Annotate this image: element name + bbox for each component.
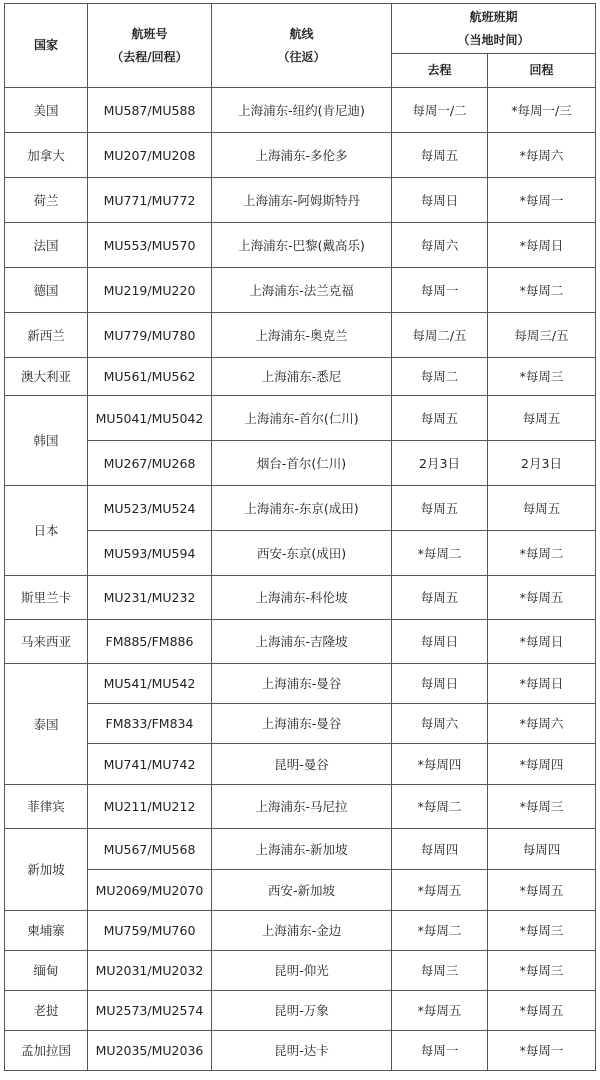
- flight-number-cell: MU567/MU568: [88, 829, 212, 870]
- header-row: [5, 4, 596, 54]
- return-schedule-cell: *每周三: [488, 951, 596, 991]
- outbound-schedule-cell: 每周五: [392, 576, 488, 620]
- flight-number-cell: MU267/MU268: [88, 441, 212, 486]
- outbound-schedule-cell: 每周日: [392, 664, 488, 704]
- return-schedule-cell: *每周三: [488, 358, 596, 396]
- country-cell: 老挝: [5, 991, 88, 1031]
- return-schedule-cell: *每周六: [488, 133, 596, 178]
- flight-number-cell: MU219/MU220: [88, 268, 212, 313]
- outbound-schedule-cell: *每周二: [392, 911, 488, 951]
- outbound-schedule-cell: 每周五: [392, 396, 488, 441]
- country-cell: 美国: [5, 88, 88, 133]
- outbound-schedule-cell: *每周二: [392, 531, 488, 576]
- table-row: [5, 576, 596, 620]
- route-cell: 上海浦东-法兰克福: [212, 268, 392, 313]
- country-cell: 德国: [5, 268, 88, 313]
- country-cell: 韩国: [5, 396, 88, 486]
- flight-number-cell: MU741/MU742: [88, 744, 212, 785]
- outbound-schedule-cell: 每周五: [392, 133, 488, 178]
- return-schedule-cell: *每周一: [488, 1031, 596, 1071]
- route-cell: 上海浦东-新加坡: [212, 829, 392, 870]
- route-cell: 上海浦东-首尔(仁川): [212, 396, 392, 441]
- return-schedule-cell: 2月3日: [488, 441, 596, 486]
- table-row: [5, 178, 596, 223]
- table-row: [5, 268, 596, 313]
- header-country: 国家: [5, 4, 88, 88]
- header-schedule: 航班班期 （当地时间）: [392, 4, 596, 54]
- route-cell: 上海浦东-悉尼: [212, 358, 392, 396]
- route-cell: 上海浦东-科伦坡: [212, 576, 392, 620]
- outbound-schedule-cell: 每周二: [392, 358, 488, 396]
- flight-number-cell: MU553/MU570: [88, 223, 212, 268]
- return-schedule-cell: *每周三: [488, 911, 596, 951]
- flight-number-cell: FM885/FM886: [88, 620, 212, 664]
- outbound-schedule-cell: 2月3日: [392, 441, 488, 486]
- header-route: 航线 （往返）: [212, 4, 392, 88]
- return-schedule-cell: *每周日: [488, 664, 596, 704]
- flight-number-cell: MU2573/MU2574: [88, 991, 212, 1031]
- return-schedule-cell: *每周日: [488, 620, 596, 664]
- country-cell: 缅甸: [5, 951, 88, 991]
- table-row: [5, 358, 596, 396]
- country-cell: 法国: [5, 223, 88, 268]
- outbound-schedule-cell: 每周四: [392, 829, 488, 870]
- flight-number-cell: MU779/MU780: [88, 313, 212, 358]
- table-row: [5, 664, 596, 704]
- route-cell: 上海浦东-马尼拉: [212, 785, 392, 829]
- return-schedule-cell: 每周四: [488, 829, 596, 870]
- return-schedule-cell: *每周日: [488, 223, 596, 268]
- table-row: [5, 441, 596, 486]
- route-cell: 昆明-达卡: [212, 1031, 392, 1071]
- outbound-schedule-cell: *每周五: [392, 991, 488, 1031]
- flight-number-cell: MU593/MU594: [88, 531, 212, 576]
- flight-number-cell: MU207/MU208: [88, 133, 212, 178]
- table-row: [5, 88, 596, 133]
- table-row: [5, 396, 596, 441]
- route-cell: 上海浦东-金边: [212, 911, 392, 951]
- country-cell: 新加坡: [5, 829, 88, 911]
- outbound-schedule-cell: 每周日: [392, 178, 488, 223]
- return-schedule-cell: *每周一/三: [488, 88, 596, 133]
- return-schedule-cell: 每周五: [488, 396, 596, 441]
- outbound-schedule-cell: 每周一: [392, 268, 488, 313]
- flight-number-cell: MU541/MU542: [88, 664, 212, 704]
- route-cell: 烟台-首尔(仁川): [212, 441, 392, 486]
- country-cell: 日本: [5, 486, 88, 576]
- flight-number-cell: MU2035/MU2036: [88, 1031, 212, 1071]
- table-row: [5, 951, 596, 991]
- flight-number-cell: MU759/MU760: [88, 911, 212, 951]
- route-cell: 上海浦东-巴黎(戴高乐): [212, 223, 392, 268]
- flight-number-cell: MU231/MU232: [88, 576, 212, 620]
- return-schedule-cell: *每周五: [488, 576, 596, 620]
- route-cell: 上海浦东-阿姆斯特丹: [212, 178, 392, 223]
- return-schedule-cell: *每周三: [488, 785, 596, 829]
- country-cell: 菲律宾: [5, 785, 88, 829]
- outbound-schedule-cell: *每周四: [392, 744, 488, 785]
- country-cell: 荷兰: [5, 178, 88, 223]
- table-row: [5, 829, 596, 870]
- return-schedule-cell: *每周一: [488, 178, 596, 223]
- table-row: [5, 870, 596, 911]
- header-flight-no: 航班号 （去程/回程）: [88, 4, 212, 88]
- country-cell: 泰国: [5, 664, 88, 785]
- route-cell: 昆明-万象: [212, 991, 392, 1031]
- flight-schedule-table: [4, 3, 596, 1071]
- route-cell: 西安-新加坡: [212, 870, 392, 911]
- table-row: [5, 911, 596, 951]
- return-schedule-cell: *每周二: [488, 531, 596, 576]
- country-cell: 柬埔寨: [5, 911, 88, 951]
- outbound-schedule-cell: 每周六: [392, 223, 488, 268]
- table-row: [5, 313, 596, 358]
- outbound-schedule-cell: 每周六: [392, 704, 488, 744]
- country-cell: 澳大利亚: [5, 358, 88, 396]
- route-cell: 昆明-仰光: [212, 951, 392, 991]
- table-row: [5, 531, 596, 576]
- route-cell: 上海浦东-曼谷: [212, 664, 392, 704]
- flight-number-cell: MU587/MU588: [88, 88, 212, 133]
- country-cell: 斯里兰卡: [5, 576, 88, 620]
- flight-number-cell: MU211/MU212: [88, 785, 212, 829]
- table-row: [5, 704, 596, 744]
- route-cell: 昆明-曼谷: [212, 744, 392, 785]
- outbound-schedule-cell: 每周五: [392, 486, 488, 531]
- flight-number-cell: MU2069/MU2070: [88, 870, 212, 911]
- return-schedule-cell: *每周四: [488, 744, 596, 785]
- route-cell: 上海浦东-纽约(肯尼迪): [212, 88, 392, 133]
- country-cell: 加拿大: [5, 133, 88, 178]
- table-row: [5, 744, 596, 785]
- flight-number-cell: MU523/MU524: [88, 486, 212, 531]
- return-schedule-cell: *每周二: [488, 268, 596, 313]
- table-row: [5, 620, 596, 664]
- flight-number-cell: MU2031/MU2032: [88, 951, 212, 991]
- route-cell: 上海浦东-曼谷: [212, 704, 392, 744]
- route-cell: 上海浦东-多伦多: [212, 133, 392, 178]
- outbound-schedule-cell: 每周日: [392, 620, 488, 664]
- flight-number-cell: MU5041/MU5042: [88, 396, 212, 441]
- outbound-schedule-cell: 每周二/五: [392, 313, 488, 358]
- outbound-schedule-cell: 每周一: [392, 1031, 488, 1071]
- return-schedule-cell: *每周五: [488, 991, 596, 1031]
- table-row: [5, 1031, 596, 1071]
- table-row: [5, 486, 596, 531]
- outbound-schedule-cell: 每周一/二: [392, 88, 488, 133]
- return-schedule-cell: 每周三/五: [488, 313, 596, 358]
- header-outbound: 去程: [392, 54, 488, 88]
- country-cell: 孟加拉国: [5, 1031, 88, 1071]
- outbound-schedule-cell: *每周五: [392, 870, 488, 911]
- return-schedule-cell: 每周五: [488, 486, 596, 531]
- return-schedule-cell: *每周五: [488, 870, 596, 911]
- route-cell: 上海浦东-吉隆坡: [212, 620, 392, 664]
- flight-number-cell: MU771/MU772: [88, 178, 212, 223]
- header-return: 回程: [488, 54, 596, 88]
- table-row: [5, 223, 596, 268]
- route-cell: 上海浦东-东京(成田): [212, 486, 392, 531]
- return-schedule-cell: *每周六: [488, 704, 596, 744]
- country-cell: 新西兰: [5, 313, 88, 358]
- outbound-schedule-cell: 每周三: [392, 951, 488, 991]
- outbound-schedule-cell: *每周二: [392, 785, 488, 829]
- table-row: [5, 991, 596, 1031]
- table-row: [5, 133, 596, 178]
- table-row: [5, 785, 596, 829]
- flight-number-cell: MU561/MU562: [88, 358, 212, 396]
- flight-number-cell: FM833/FM834: [88, 704, 212, 744]
- route-cell: 西安-东京(成田): [212, 531, 392, 576]
- route-cell: 上海浦东-奥克兰: [212, 313, 392, 358]
- country-cell: 马来西亚: [5, 620, 88, 664]
